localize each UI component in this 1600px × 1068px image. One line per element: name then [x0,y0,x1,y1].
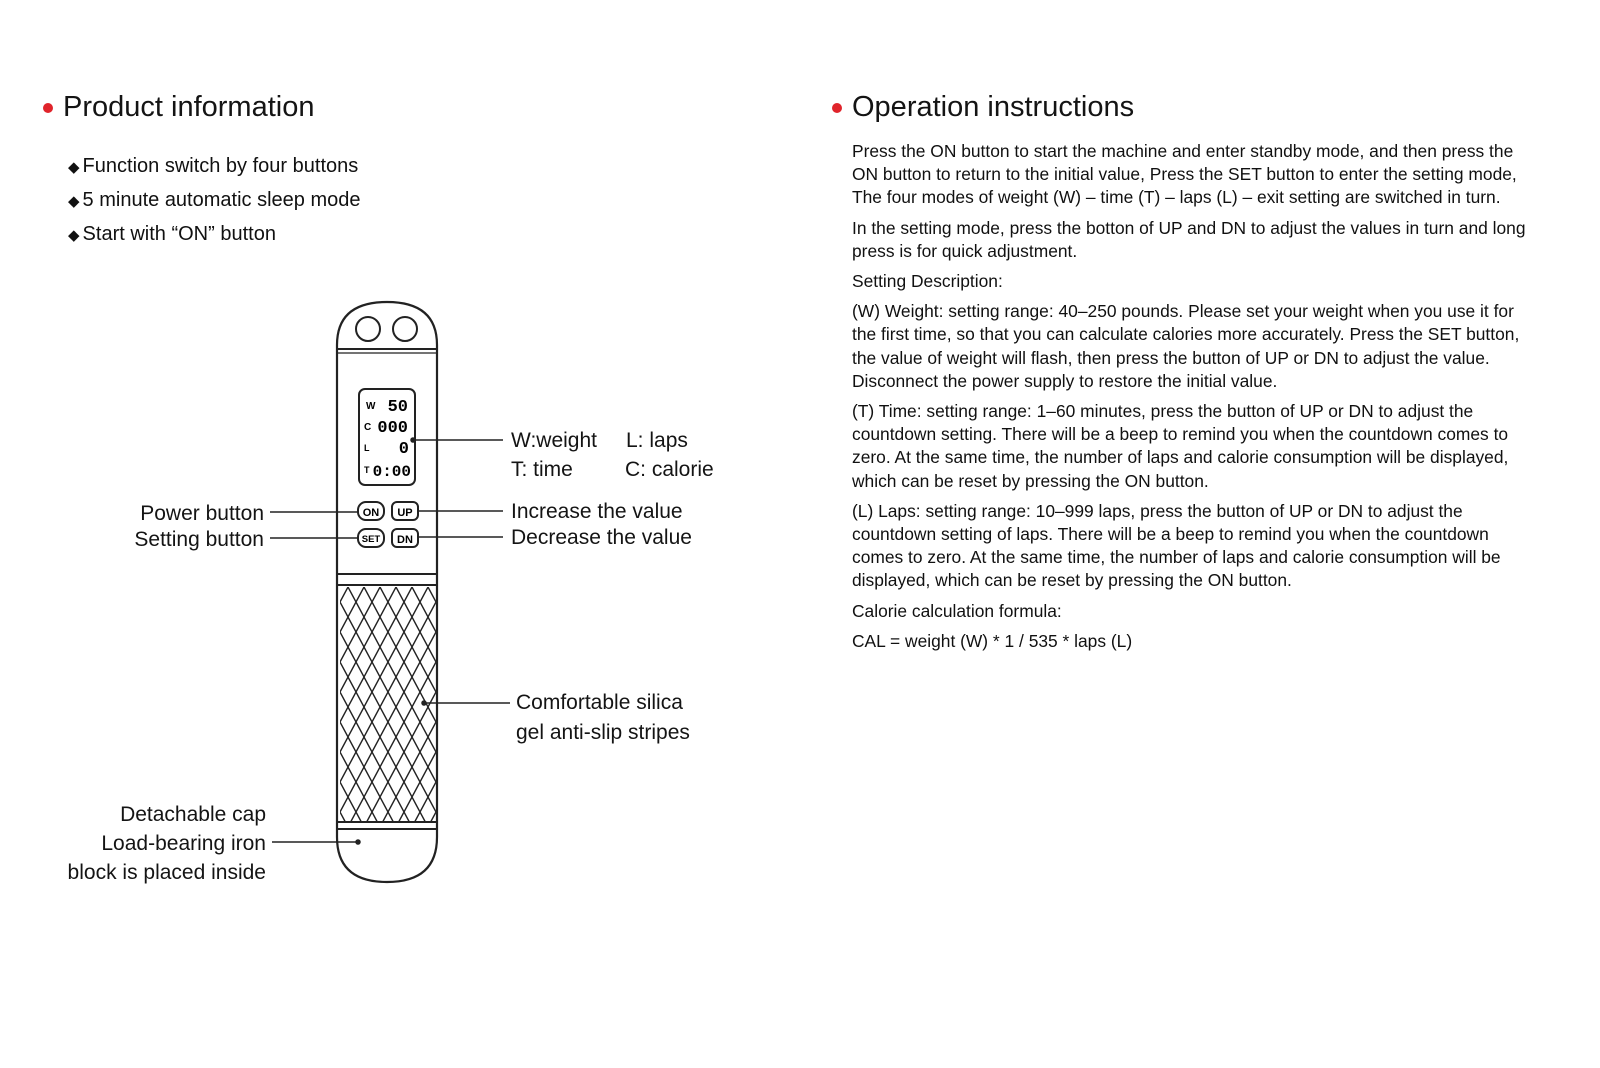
calorie-formula: CAL = weight (W) * 1 / 535 * laps (L) [852,630,1133,651]
feature-text: Start with “ON” button [82,223,276,245]
diamond-bullet-icon: ◆ [68,193,80,210]
set-button[interactable] [358,529,384,547]
product-information-title: Product information [63,91,315,123]
instructions-paragraph: Calorie calculation formula: [852,600,1062,621]
set-button-label: SET [361,534,381,545]
leader-screen-dot [411,438,415,442]
label-cap-line1: Detachable cap [120,803,266,826]
instructions-body [852,140,1532,660]
label-t-time: T: time [511,458,573,481]
label-decrease: Decrease the value [511,526,692,549]
label-stripes-line2: gel anti-slip stripes [516,721,690,744]
instructions-paragraph: In the setting mode, press the botton of UP and DN to adjust the values in turn and long press is for quick adjustment. [852,217,1526,261]
instructions-paragraph: (T) Time: setting range: 1–60 minutes, press the button of UP or DN to adjust the countdown setting. There will be a beep to remind you when the countdown comes to zero. At the same time, the number of laps and calorie consumption will be displayed, which can be reset by pressing the ON button. [852,401,1509,491]
operation-instructions-heading [832,91,1134,124]
strap-hole-left-icon [356,317,380,341]
label-power-button: Power button [140,502,264,525]
screen-c-value: 000 [377,419,408,438]
dn-button-label: DN [397,534,413,546]
label-setting-button: Setting button [134,528,264,551]
screen-t-value: 0:00 [372,463,411,481]
diamond-bullet-icon: ◆ [68,159,80,176]
red-bullet-icon [832,103,842,113]
leader-stripes-dot [422,701,426,705]
on-button[interactable] [358,502,384,520]
label-stripes-line1: Comfortable silica [516,691,683,714]
feature-text: 5 minute automatic sleep mode [82,189,361,211]
instructions-paragraph: (L) Laps: setting range: 10–999 laps, press the button of UP or DN to adjust the countdown setting of laps. There will be a beep to remind you when the countdown comes to zero. At the same time, the number of laps and calorie consumption will be displayed, which can be reset by pressing the ON button. [852,500,1501,591]
screen-l-value: 0 [398,440,409,459]
operation-instructions-title: Operation instructions [852,91,1135,123]
label-w-weight: W:weight [511,429,597,452]
label-cap-line2: Load-bearing iron [101,832,266,855]
up-button-label: UP [397,507,413,519]
leader-cap-dot [356,840,360,844]
up-button[interactable] [392,502,418,520]
instructions-paragraph: Press the ON button to start the machine and enter standby mode, and then press the ON button to return to the initial value, Press the SET button to enter the setting mode, The four modes of weight (W) – time (T) – laps (L) – exit setting are switched in turn. [852,141,1517,208]
label-cap-line3: block is placed inside [67,861,266,884]
diamond-bullet-icon: ◆ [68,227,80,244]
instructions-paragraph: Setting Description: [852,271,1003,292]
feature-text: Function switch by four buttons [82,155,359,177]
dn-button[interactable] [392,529,418,547]
label-increase: Increase the value [511,500,683,523]
screen-l-label: L [364,443,370,453]
strap-hole-right-icon [393,317,417,341]
on-button-label: ON [362,507,380,519]
screen-w-label: W [366,401,376,412]
screen-t-label: T [364,465,370,475]
screen-w-value: 50 [387,398,408,417]
label-l-laps: L: laps [626,429,688,452]
screen-c-label: C [364,422,372,433]
label-c-calorie: C: calorie [625,458,714,481]
instructions-paragraph: (W) Weight: setting range: 40–250 pounds. Please set your weight when you use it for the first time, so that you can calculate calories more accurately. Press the SET button, the value of weight will flash, then press the button of UP or DN to adjust the value. Disconnect the power supply to restore the initial value. [852,301,1520,391]
